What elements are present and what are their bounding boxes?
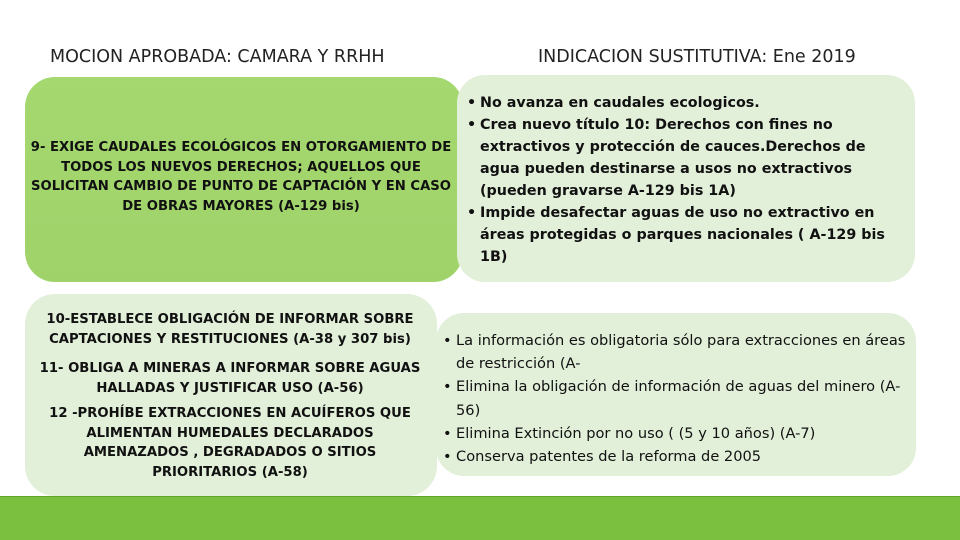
bottom-bar (0, 497, 960, 540)
top-left-text: 9- EXIGE CAUDALES ECOLÓGICOS EN OTORGAMIENTO DE TODOS LOS NUEVOS DERECHOS; AQUELLOS QUE SOLICITAN CAMBIO DE PUNTO DE CAPTACIÓN Y EN CASO DE OBRAS MAYORES (A-129 bis) (30, 140, 452, 214)
bottom-left-item-12: 12 -PROHÍBE EXTRACCIONES EN ACUÍFEROS QUE ALIMENTAN HUMEDALES DECLARADOS AMENAZADOS , DEGRADADOS O SITIOS PRIORITARIOS (A-58) (49, 406, 411, 480)
list-item: • No avanza en caudales ecologicos. (465, 92, 910, 114)
list-item: • Crea nuevo título 10: Derechos con fines no extractivos y protección de cauces.Derechos de agua pueden destinarse a usos no extractivos (pueden gravarse A-129 bis 1A) (465, 114, 910, 202)
list-item: • Conserva patentes de la reforma de 2005 (441, 445, 911, 468)
list-item: • Elimina Extinción por no uso ( (5 y 10 años) (A-7) (441, 422, 911, 445)
list-item: • Impide desafectar aguas de uso no extractivo en áreas protegidas o parques nacionales ( A-129 bis 1B) (465, 202, 910, 268)
list-item: • La información es obligatoria sólo para extracciones en áreas de restricción (A- (441, 329, 911, 375)
list-item: • Elimina la obligación de información de aguas del minero (A-56) (441, 375, 911, 421)
heading-indicacion-sustitutiva: INDICACION SUSTITUTIVA: Ene 2019 (538, 47, 856, 67)
heading-mocion-aprobada: MOCION APROBADA: CAMARA Y RRHH (50, 47, 385, 67)
bottom-left-item-10: 10-ESTABLECE OBLIGACIÓN DE INFORMAR SOBRE CAPTACIONES Y RESTITUCIONES (A-38 y 307 bis) (46, 312, 414, 347)
bottom-left-item-11: 11- OBLIGA A MINERAS A INFORMAR SOBRE AGUAS HALLADAS Y JUSTIFICAR USO (A-56) (39, 361, 421, 396)
top-right-list (465, 92, 910, 268)
bottom-right-list (441, 329, 911, 468)
